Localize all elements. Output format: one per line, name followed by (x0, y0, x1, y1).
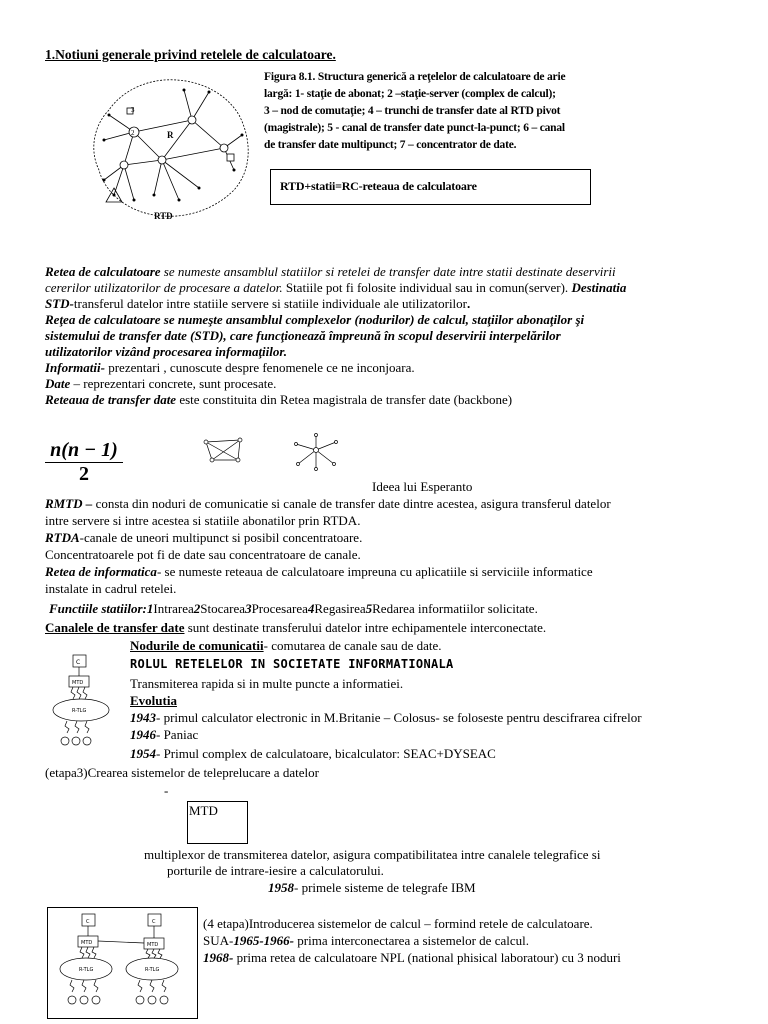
term: RMTD – (45, 496, 93, 511)
num: 3 (245, 601, 252, 616)
mesh-sketch (200, 436, 252, 466)
text: este constituita din Retea magistrala de transfer date (backbone) (176, 392, 513, 407)
term: Nodurile de comunicatii (130, 638, 264, 653)
text: - Primul complex de calculatoare, bicalculator: SEAC+DYSEAC (156, 746, 496, 761)
year: 1946 (130, 727, 156, 742)
term: Informatii- (45, 360, 105, 375)
text: Intrarea (153, 601, 194, 616)
text: Regasirea (314, 601, 366, 616)
network-label: RTD (154, 211, 173, 221)
term: Functiile statiilor: (49, 601, 147, 616)
text: Redarea informatiilor solicitate. (372, 601, 538, 616)
years: 1965-1966- (233, 933, 295, 948)
term: Reteaua de transfer date (45, 392, 177, 407)
definition-line (45, 280, 626, 296)
text: - se numeste reteaua de calculatoare impreuna cu aplicatiile si serviciile informatice (156, 564, 593, 579)
right-mtd-label: MTD (147, 942, 159, 948)
diagram-mtd-label: MTD (72, 680, 84, 686)
rmtd-line (45, 496, 611, 512)
figure-label-r: R (167, 130, 174, 140)
transmiterea-line: Transmiterea rapida si in multe puncte a informatiei. (130, 676, 404, 691)
edge-count-formula (45, 438, 123, 485)
text: - comutarea de canale sau de date. (263, 638, 442, 653)
text: Stocarea (200, 601, 246, 616)
page-heading: 1.Notiuni generale privind retelele de calculatoare. (45, 47, 336, 62)
term: Destinatia (571, 280, 627, 295)
left-rtlg-label: R-TLG (79, 967, 94, 973)
star-sketch (290, 432, 342, 472)
multiplexor-line: multiplexor de transmiterea datelor, asigura compatibilitatea intre canalele telegrafice si (144, 847, 601, 862)
term: Date (45, 376, 71, 391)
mtd-box-label: MTD (189, 803, 218, 818)
diagram-c-label: C (76, 659, 81, 666)
text: sunt destinate transferului datelor intre echipamentele interconectate. (184, 620, 547, 635)
text: - primele sisteme de telegrafe IBM (294, 880, 476, 895)
text: consta din noduri de comunicatie si canale de transfer date dintre acestea, asigura transferul datelor (92, 496, 611, 511)
rmtd-line: intre servere si intre acestea si statiile abonatilor prin RTDA. (45, 513, 361, 528)
figure-label-3: 3 (131, 106, 135, 114)
retinfo-line (45, 564, 593, 580)
date-line (45, 376, 276, 392)
figure-label-2: 2 (131, 129, 135, 137)
num: 1 (146, 601, 154, 616)
text: prezentari , cunoscute despre fenomenele ce ne inconjoara. (104, 360, 415, 375)
definition-bold-line: sistemului de transfer date (STD), care funcţionează împreună în scopul deservirii interpelărilor (45, 328, 561, 343)
text: se numeste ansamblul statiilor si retelei de transfer date intre statii destinate deservirii (160, 264, 616, 279)
term: STD- (45, 296, 74, 311)
nodurile-line (130, 638, 442, 654)
etapa4-line (203, 933, 529, 949)
diagram-rtlg-label: R-TLG (72, 708, 87, 714)
event-1943 (130, 710, 642, 726)
figure-caption (264, 69, 565, 154)
definition-bold-line: Reţea de calculatoare se numeşte ansamblul complexelor (nodurilor) de calcul, staţiilor abonaţilor şi (45, 312, 585, 327)
esperanto-caption: Ideea lui Esperanto (372, 479, 473, 494)
num: 5 (365, 601, 373, 616)
concentratoare-line: Concentratoarele pot fi de date sau concentratoare de canale. (45, 547, 361, 562)
etapa3-line: (etapa3)Crearea sistemelor de teleprelucare a datelor (45, 765, 319, 780)
text: – reprezentari concrete, sunt procesate. (70, 376, 277, 391)
term: Canalele de transfer date (45, 620, 185, 635)
event-1954 (130, 746, 496, 762)
left-c-label: C (86, 919, 90, 925)
term: Retea de informatica (45, 564, 157, 579)
text: . (467, 296, 471, 311)
text: Statiile pot fi folosite individual sau in comun(server). (282, 280, 572, 295)
term: RTDA (45, 530, 80, 545)
network-figure (84, 70, 254, 220)
text: Procesarea (251, 601, 308, 616)
year: 1943 (130, 710, 156, 725)
text: cererilor utilizatorilor de procesare a datelor. (45, 280, 283, 295)
definition-line (45, 264, 616, 280)
dash: - (164, 783, 169, 798)
functiile-line (49, 601, 538, 617)
rtda-line (45, 530, 362, 546)
num: 2 (193, 601, 201, 616)
num: 4 (307, 601, 315, 616)
formula-numerator: n(n − 1) (50, 439, 118, 461)
canalele-line (45, 620, 546, 636)
year: 1954 (130, 746, 156, 761)
formula-box (270, 169, 591, 205)
text: - primul calculator electronic in M.Britanie – Colosus- se foloseste pentru descifrarea cifrelor (156, 710, 642, 725)
left-mtd-label: MTD (81, 940, 93, 946)
etapa4-line: (4 etapa)Introducerea sistemelor de calcul – formind retele de calculatoare. (203, 916, 593, 931)
reteaua-line (45, 392, 512, 408)
right-c-label: C (152, 919, 156, 925)
event-1958 (268, 880, 476, 896)
caption-line: Figura 8.1. Structura generică a reţelelor de calculatoare de arie (264, 71, 566, 83)
text: prima interconectarea a sistemelor de calcul. (294, 933, 529, 948)
event-1946 (130, 727, 198, 743)
year: 1958 (268, 880, 294, 895)
retinfo-line: instalate in cadrul retelei. (45, 581, 177, 596)
text: - Paniac (156, 727, 199, 742)
text: transferul datelor intre statiile servere si statiile individuale ale utilizatorilor (73, 296, 468, 311)
right-rtlg-label: R-TLG (145, 967, 160, 973)
text: SUA- (203, 933, 234, 948)
evolutia-heading: Evolutia (130, 693, 177, 708)
info-line (45, 360, 415, 376)
term: Retea de calculatoare (45, 264, 161, 279)
text: -canale de uneori multipunct si posibil concentratoare. (79, 530, 363, 545)
mtd-diagram (45, 652, 125, 750)
caption-line: de transfer date multipunct; 7 – concentrator de date. (264, 139, 517, 151)
formula-denominator: 2 (45, 462, 123, 485)
etapa4-line (203, 950, 621, 966)
multiplexor-line: porturile de intrare-iesire a calculatorului. (167, 863, 384, 878)
caption-line: largă: 1- staţie de abonat; 2 –staţie-server (complex de calcul); (264, 88, 556, 100)
mtd-box (187, 801, 248, 844)
caption-line: 3 – nod de comutaţie; 4 – trunchi de transfer date al RTD pivot (264, 105, 561, 117)
rolul-heading: ROLUL RETELELOR IN SOCIETATE INFORMATIONALA (130, 657, 454, 671)
two-node-diagram (47, 907, 198, 1019)
year: 1968- (203, 950, 234, 965)
definition-bold-line: utilizatorilor vizând procesarea informaţiilor. (45, 344, 287, 359)
caption-line: (magistrale); 5 - canal de transfer date punct-la-punct; 6 – canal (264, 122, 565, 134)
text: prima retea de calculatoare NPL (national phisical laboratour) cu 3 noduri (233, 950, 621, 965)
formula-box-text: RTD+statii=RC-reteaua de calculatoare (280, 179, 477, 193)
two-node-diagram-svg (48, 908, 197, 1018)
definition-line (45, 296, 470, 312)
